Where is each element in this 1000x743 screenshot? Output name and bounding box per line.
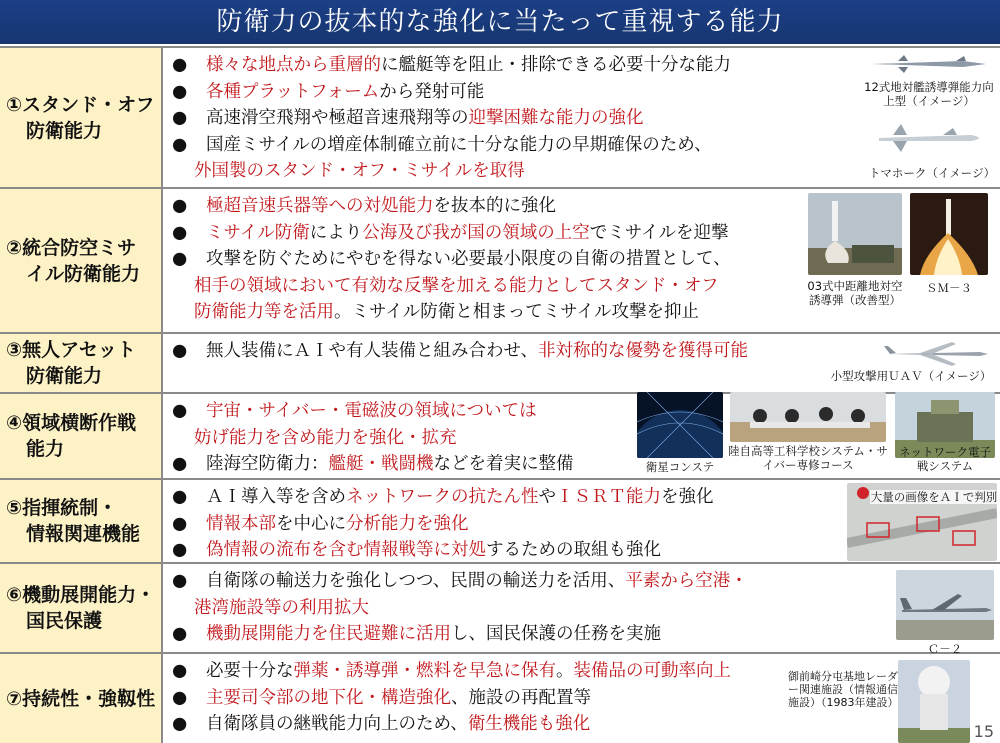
bullet-text: を抜本的に強化 bbox=[433, 196, 556, 216]
page-header bbox=[0, 0, 1000, 44]
bullet-dot-icon: ● bbox=[172, 134, 188, 155]
emphasis-text: 偽情報の流布を含む情報戦等に対処 bbox=[206, 540, 486, 560]
c2-image bbox=[896, 570, 994, 640]
missile-12-caption: 12式地対艦誘導弾能力向上型（イメージ） bbox=[864, 80, 994, 108]
capability-category bbox=[0, 334, 163, 392]
bullet-dot-icon: ● bbox=[172, 81, 188, 102]
emphasis-text: 弾薬・誘導弾・燃料を早急に保有 bbox=[293, 661, 556, 681]
bullet-dot-icon: ● bbox=[172, 196, 188, 216]
bullet-text: 。 bbox=[556, 661, 574, 681]
category-label: 国民保護 bbox=[26, 610, 103, 632]
radar-caption: 御前崎分屯基地レーダー関連施設（情報通信施設）（1983年建設） bbox=[788, 670, 899, 709]
bullet-list bbox=[172, 338, 1000, 365]
bullet-text: に艦艇等を阻止・排除できる必要十分な能力 bbox=[381, 55, 731, 75]
emphasis-text: 装備品の可動率向上 bbox=[573, 661, 731, 681]
bullet-text: 自衛隊の輸送力を強化しつつ、民間の輸送力を活用、 bbox=[206, 571, 626, 591]
bullet-text: 陸海空防衛力： bbox=[206, 454, 329, 474]
sm3-image bbox=[910, 193, 988, 275]
category-label: 防衛能力 bbox=[26, 119, 103, 142]
tomahawk-image bbox=[873, 118, 991, 158]
bullet-dot-icon: ● bbox=[172, 540, 188, 560]
bullet-dot-icon: ● bbox=[172, 454, 188, 474]
bullet-dot-icon: ● bbox=[172, 624, 188, 644]
bullet-dot-icon: ● bbox=[172, 513, 188, 534]
capability-category bbox=[0, 564, 163, 652]
bullet-dot-icon: ● bbox=[172, 487, 188, 507]
emphasis-text: 衛生機能も強化 bbox=[467, 714, 591, 734]
category-label: ⑤指揮統制・ bbox=[6, 497, 118, 519]
bullet-item bbox=[172, 711, 1000, 738]
bullet-text: 高速滑空飛翔や極超音速飛翔等の bbox=[206, 108, 469, 128]
emphasis-text: 主要司令部の地下化・構造強化 bbox=[206, 687, 451, 708]
category-label: ⑦持続性・強靱性 bbox=[6, 687, 156, 710]
bullet-dot-icon: ● bbox=[172, 401, 188, 421]
c2-caption: Ｃ－２ bbox=[927, 642, 963, 656]
bullet-text: 必要十分な bbox=[206, 661, 294, 681]
category-label: イル防衛能力 bbox=[26, 262, 141, 285]
capability-category bbox=[0, 480, 163, 562]
bullet-text: 、施設の再配置等 bbox=[451, 687, 591, 708]
capability-row bbox=[0, 332, 1000, 392]
emphasis-text: 情報本部 bbox=[206, 513, 276, 534]
emphasis-text: 防衛能力等を活用 bbox=[194, 302, 334, 322]
category-label: 情報関連機能 bbox=[26, 523, 141, 545]
capability-row bbox=[0, 46, 1000, 187]
emphasis-text: ミサイル防衛 bbox=[206, 222, 310, 243]
emphasis-text: 港湾施設等の利用拡大 bbox=[194, 597, 369, 618]
bullet-list bbox=[172, 568, 1000, 648]
emphasis-text: 機動展開能力を住民避難に活用 bbox=[206, 624, 451, 644]
bullet-text: ＡＩ導入等を含め bbox=[206, 487, 346, 507]
emphasis-text: 艦艇・戦闘機 bbox=[328, 454, 434, 474]
bullet-item bbox=[172, 338, 1000, 365]
capability-row bbox=[0, 562, 1000, 652]
bullet-text: により bbox=[309, 222, 363, 243]
bullet-dot-icon: ● bbox=[172, 108, 188, 128]
bullet-text: し、国民保護の任務を実施 bbox=[451, 624, 661, 644]
bullet-text: するための取組も強化 bbox=[486, 540, 661, 560]
emphasis-text: 非対称的な優勢を獲得可能 bbox=[537, 341, 748, 361]
page-number: 15 bbox=[973, 722, 994, 741]
bullet-text: を強化 bbox=[661, 487, 714, 507]
tomahawk-caption: トマホーク（イメージ） bbox=[868, 166, 996, 180]
category-label: ①スタンド・オフ bbox=[6, 93, 155, 116]
bullet-text: や bbox=[538, 487, 556, 507]
bullet-dot-icon: ● bbox=[172, 249, 188, 269]
bullet-dot-icon: ● bbox=[172, 714, 188, 734]
capability-category bbox=[0, 48, 163, 187]
emphasis-text: 各種プラットフォーム bbox=[206, 81, 380, 102]
bullet-text: から発射可能 bbox=[379, 81, 485, 102]
emphasis-text: 相手の領域において有効な反撃を加える能力としてスタンド・オフ bbox=[194, 275, 719, 296]
emphasis-text: 外国製のスタンド・オフ・ミサイルを取得 bbox=[194, 161, 525, 181]
category-label: ④領域横断作戦 bbox=[6, 412, 137, 434]
satellite-image bbox=[637, 392, 723, 458]
ai-image-caption: 大量の画像をＡＩで判別 bbox=[870, 490, 998, 504]
emphasis-text: 公海及び我が国の領域の上空 bbox=[362, 222, 590, 243]
category-label: ③無人アセット bbox=[6, 339, 136, 361]
emphasis-text: 迎撃困難な能力の強化 bbox=[468, 108, 644, 128]
bullet-text: 攻撃を防ぐためにやむを得ない必要最小限度の自衛の措置として、 bbox=[206, 249, 731, 269]
ew-system-caption: ネットワーク電子戦システム bbox=[899, 445, 991, 473]
category-label: ⑥機動展開能力・ bbox=[6, 584, 156, 606]
emphasis-text: 妨げ能力を含め能力を強化・拡充 bbox=[194, 427, 457, 448]
bullet-text: 国産ミサイルの増産体制確立前に十分な能力の早期確保のため、 bbox=[206, 134, 712, 155]
category-label: ②統合防空ミサ bbox=[6, 236, 137, 259]
missile-12-image bbox=[868, 53, 993, 75]
emphasis-text: 宇宙・サイバー・電磁波の領域については bbox=[206, 401, 537, 421]
classroom-image bbox=[730, 392, 886, 442]
radar-image bbox=[898, 660, 970, 743]
emphasis-text: ネットワークの抗たん性 bbox=[346, 487, 539, 507]
sm3-caption: ＳＭ－３ bbox=[926, 281, 972, 295]
bullet-dot-icon: ● bbox=[172, 55, 188, 75]
bullet-text: 。ミサイル防衛と相まってミサイル攻撃を抑止 bbox=[334, 302, 700, 322]
bullet-dot-icon: ● bbox=[172, 661, 188, 681]
bullet-dot-icon: ● bbox=[172, 687, 188, 708]
capability-category bbox=[0, 654, 163, 743]
emphasis-text: 分析能力を強化 bbox=[346, 513, 469, 534]
satellite-caption: 衛星コンステ bbox=[645, 460, 715, 474]
capability-category bbox=[0, 189, 163, 332]
bullet-item bbox=[172, 568, 1000, 595]
sam-03-caption: 03式中距離地対空誘導弾（改善型） bbox=[807, 279, 903, 307]
bullet-text: 自衛隊員の継戦能力向上のため、 bbox=[206, 714, 468, 734]
page-title: 防衛力の抜本的な強化に当たって重視する能力 bbox=[216, 7, 784, 37]
bullet-item bbox=[172, 621, 1000, 648]
bullet-text: 無人装備にＡＩや有人装備と組み合わせ、 bbox=[206, 341, 538, 361]
category-label: 防衛能力 bbox=[26, 365, 103, 387]
bullet-dot-icon: ● bbox=[172, 222, 188, 243]
emphasis-text: 極超音速兵器等への対処能力 bbox=[206, 196, 434, 216]
bullet-dot-icon: ● bbox=[172, 571, 188, 591]
emphasis-text: 平素から空港・ bbox=[625, 571, 748, 591]
bullet-dot-icon: ● bbox=[172, 341, 188, 361]
bullet-text: を中心に bbox=[276, 513, 346, 534]
category-label: 能力 bbox=[26, 438, 65, 460]
bullet-text: でミサイルを迎撃 bbox=[589, 222, 729, 243]
capability-category bbox=[0, 394, 163, 478]
emphasis-text: ＩＳＲＴ能力 bbox=[556, 487, 661, 507]
uav-caption: 小型攻撃用ＵＡＶ（イメージ） bbox=[830, 369, 992, 383]
bullet-text: などを着実に整備 bbox=[433, 454, 574, 474]
classroom-caption: 陸自高等工科学校システム・サイバー専修コース bbox=[728, 444, 888, 472]
uav-image bbox=[880, 338, 992, 368]
sam-03-image bbox=[808, 193, 902, 275]
bullet-item bbox=[172, 595, 1000, 622]
emphasis-text: 様々な地点から重層的 bbox=[206, 55, 381, 75]
